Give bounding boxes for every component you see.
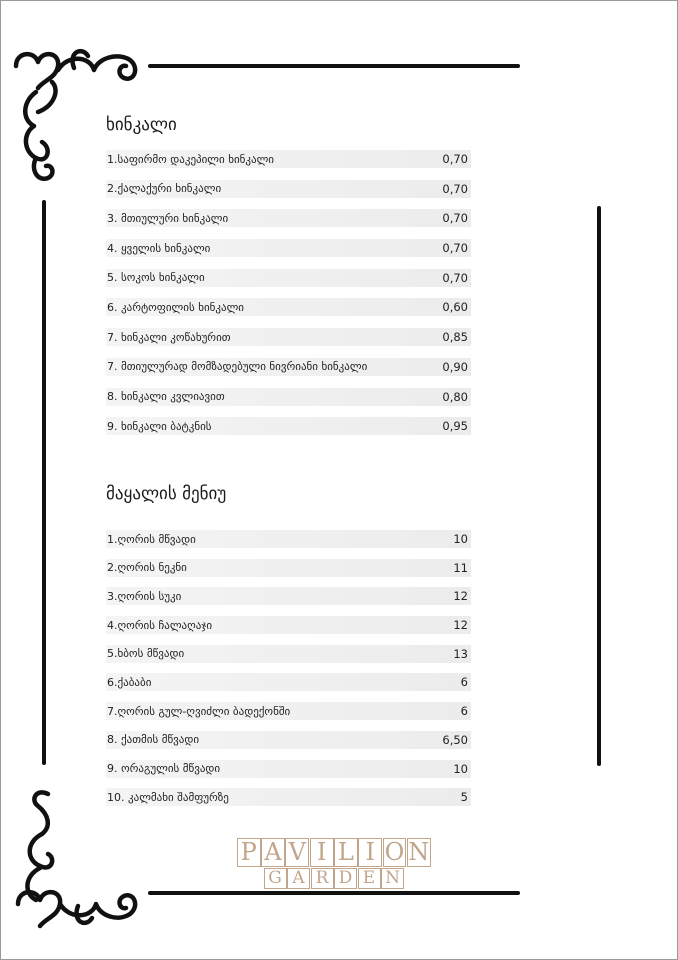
logo-letter: D: [334, 868, 357, 889]
grill-menu-list: [106, 530, 471, 817]
item-price: 11: [453, 560, 468, 575]
logo-bottom-text: [264, 868, 405, 889]
item-price: 0,70: [442, 241, 468, 256]
logo-letter: G: [264, 868, 287, 889]
item-name: 5.ხბოს მწვადი: [107, 647, 185, 661]
logo-letter: I: [310, 838, 334, 867]
pavilion-garden-logo: [218, 838, 450, 889]
left-vertical-line: [42, 200, 46, 765]
logo-letter: R: [311, 868, 334, 889]
menu-item: [106, 530, 471, 548]
item-price: 10: [453, 761, 468, 776]
menu-item: [106, 673, 471, 691]
menu-item: [106, 417, 471, 435]
item-price: 0,70: [442, 211, 468, 226]
menu-item: [106, 328, 471, 346]
item-name: 9. ხინკალი ბატკნის: [107, 419, 212, 433]
item-name: 2.ქალაქური ხინკალი: [107, 182, 222, 196]
item-price: 0,85: [442, 330, 468, 345]
item-name: 9. ორაგულის მწვადი: [107, 762, 221, 775]
item-price: 5: [460, 790, 468, 805]
menu-item: [106, 587, 471, 605]
bottom-divider-line: [148, 891, 520, 895]
item-name: 10. კალმახი შამფურზე: [107, 790, 229, 804]
item-price: 0,70: [442, 270, 468, 285]
logo-top-text: [218, 838, 450, 867]
right-vertical-line: [597, 206, 601, 766]
item-name: 7. ხინკალი კოწახურით: [107, 330, 231, 344]
item-name: 7. მთიულურად მომზადებული ნივრიანი ხინკალი: [107, 360, 368, 374]
logo-letter: V: [285, 838, 309, 867]
item-name: 7.ღორის გულ-ღვიძლი ბადექონში: [107, 704, 291, 718]
item-price: 12: [453, 589, 468, 604]
item-name: 6.ქაბაბი: [107, 675, 152, 689]
item-price: 0,70: [442, 181, 468, 196]
menu-item: [106, 150, 471, 168]
menu-item: [106, 358, 471, 376]
item-name: 6. კარტოფილის ხინკალი: [107, 300, 244, 314]
logo-letter: N: [381, 868, 404, 889]
menu-item: [106, 269, 471, 287]
menu-item: [106, 760, 471, 778]
logo-letter: E: [358, 868, 381, 889]
item-price: 6,50: [442, 732, 468, 747]
logo-letter: I: [358, 838, 382, 867]
item-name: 8. ქათმის მწვადი: [107, 733, 200, 747]
menu-item: [106, 616, 471, 634]
menu-item: [106, 702, 471, 720]
item-name: 3.ღორის სუკი: [107, 589, 182, 603]
item-name: 5. სოკოს ხინკალი: [107, 271, 205, 285]
section-title-khinkali: ხინკალი: [106, 115, 177, 135]
item-price: 6: [460, 704, 468, 719]
menu-item: [106, 559, 471, 577]
item-name: 1.საფირმო დაკეპილი ხინკალი: [107, 152, 274, 166]
item-name: 2.ღორის ნეკნი: [107, 561, 187, 575]
item-price: 0,80: [442, 389, 468, 404]
item-price: 0,60: [442, 300, 468, 315]
khinkali-menu-list: [106, 150, 471, 447]
item-price: 0,95: [442, 419, 468, 434]
item-name: 1.ღორის მწვადი: [107, 532, 196, 546]
menu-item: [106, 645, 471, 663]
menu-item: [106, 239, 471, 257]
top-divider-line: [148, 64, 520, 68]
menu-item: [106, 731, 471, 749]
item-price: 0,90: [442, 359, 468, 374]
menu-item: [106, 209, 471, 227]
item-name: 4.ღორის ჩალაღაჯი: [107, 618, 213, 632]
menu-item: [106, 180, 471, 198]
menu-item: [106, 298, 471, 316]
menu-item: [106, 388, 471, 406]
logo-letter: A: [261, 838, 285, 867]
item-name: 8. ხინკალი კვლიავით: [107, 390, 225, 403]
item-price: 13: [453, 646, 468, 661]
logo-letter: N: [408, 838, 430, 866]
logo-letter: O: [383, 838, 407, 867]
item-name: 4. ყველის ხინკალი: [107, 241, 211, 255]
item-price: 0,70: [442, 152, 468, 166]
item-name: 3. მთიულური ხინკალი: [107, 211, 229, 225]
section-title-grill-menu: მაყალის მენიუ: [106, 484, 227, 504]
menu-item: [106, 788, 471, 806]
logo-letter: L: [334, 838, 358, 867]
item-price: 12: [453, 618, 468, 633]
item-price: 6: [460, 675, 468, 690]
logo-letter: A: [287, 868, 310, 889]
logo-letter: P: [237, 838, 261, 867]
item-price: 10: [453, 532, 468, 546]
